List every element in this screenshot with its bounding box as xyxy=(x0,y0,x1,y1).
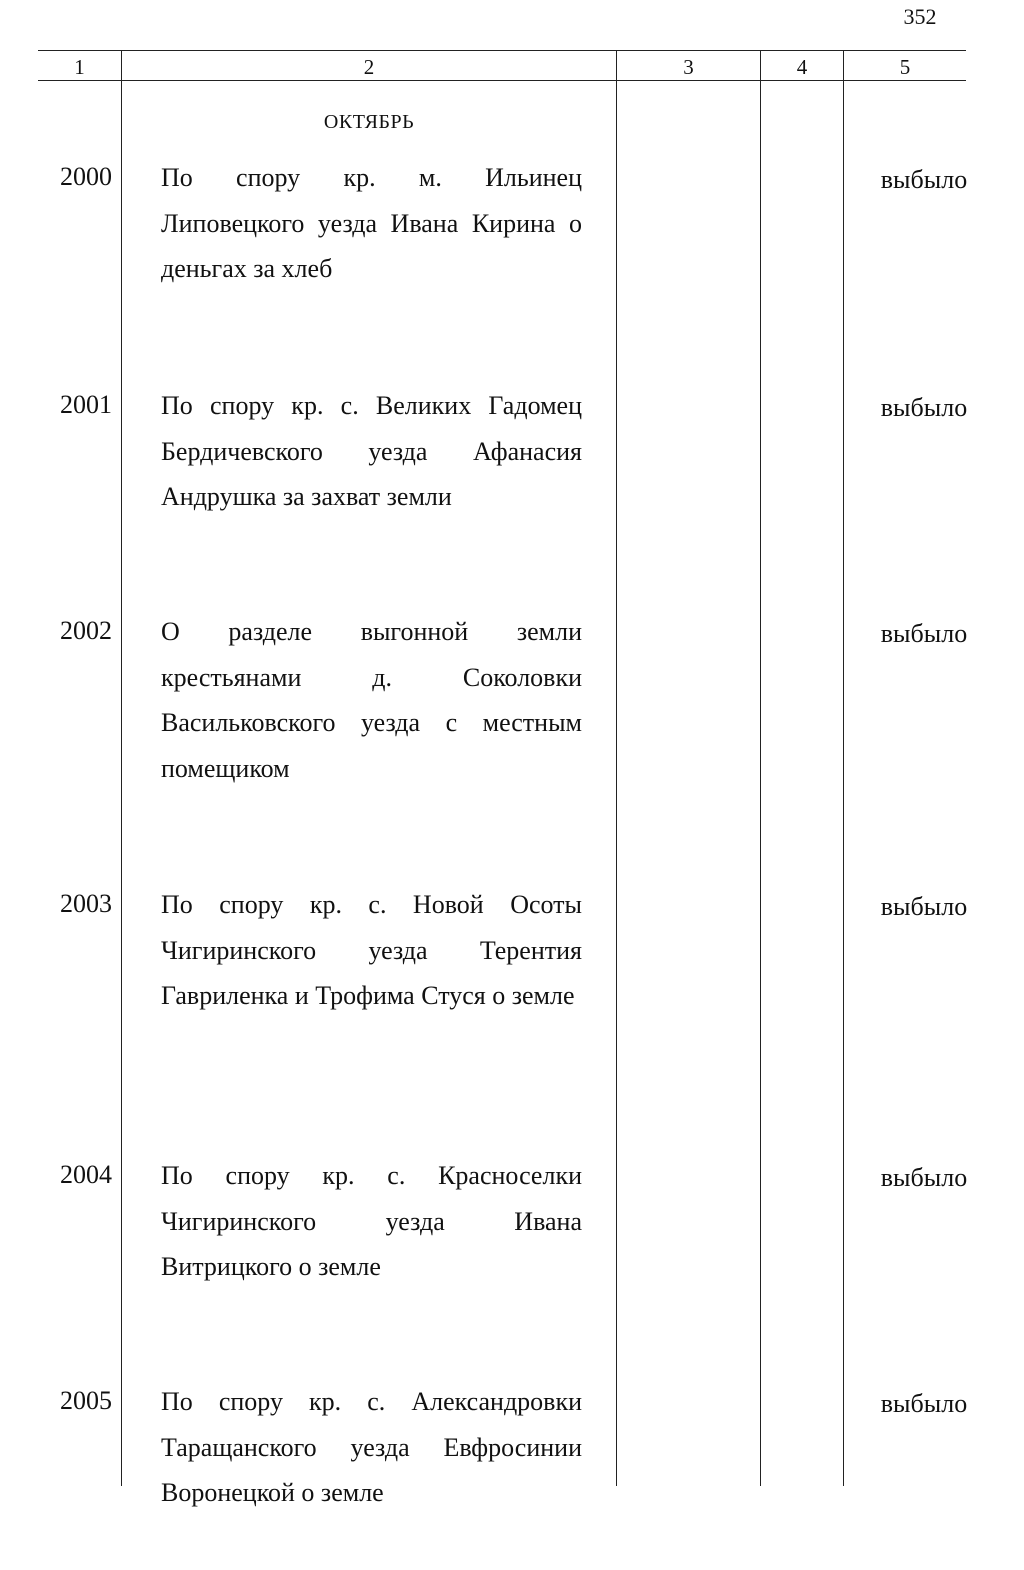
entry-description: По спору кр. с. Новой Осоты Чигиринского уезда Терентия Гавриленка и Трофима Стуся о земле xyxy=(161,890,582,1010)
entry-number: 2000 xyxy=(60,162,112,191)
entry-number: 2003 xyxy=(60,889,112,918)
entry-number: 2002 xyxy=(60,616,112,645)
entry-status: выбыло xyxy=(880,165,968,194)
entry-number: 2005 xyxy=(60,1386,112,1415)
column-header-3: 3 xyxy=(683,55,694,79)
page-number: 352 xyxy=(903,4,937,29)
column-divider-1 xyxy=(121,50,122,1486)
entry-status: выбыло xyxy=(880,619,968,648)
entry-number: 2001 xyxy=(60,390,112,419)
entry-description: О разделе выгонной земли крестьянами д. Соколовки Васильковского уезда с местным помещиком xyxy=(161,617,582,783)
entry-description: По спору кр. м. Ильинец Липовецкого уезда Ивана Кирина о деньгах за хлеб xyxy=(161,163,582,283)
entry-status: выбыло xyxy=(880,1389,968,1418)
entry-status: выбыло xyxy=(880,1163,968,1192)
column-header-2: 2 xyxy=(363,55,375,79)
entry-description: По спору кр. с. Великих Гадомец Бердичевского уезда Афанасия Андрушка за захват земли xyxy=(161,391,582,511)
header-bottom-rule xyxy=(38,80,966,81)
month-heading: ОКТЯБРЬ xyxy=(323,111,415,133)
table-top-rule xyxy=(38,50,966,51)
column-header-4: 4 xyxy=(796,55,808,79)
column-divider-2 xyxy=(616,50,617,1486)
entry-description: По спору кр. с. Александровки Таращанского уезда Евфросинии Воронецкой о земле xyxy=(161,1387,582,1507)
column-divider-3 xyxy=(760,50,761,1486)
column-divider-4 xyxy=(843,50,844,1486)
entry-description: По спору кр. с. Красноселки Чигиринского уезда Ивана Витрицкого о земле xyxy=(161,1161,582,1281)
entry-status: выбыло xyxy=(880,892,968,921)
column-header-5: 5 xyxy=(899,55,911,79)
entry-number: 2004 xyxy=(60,1160,112,1189)
entry-status: выбыло xyxy=(880,393,968,422)
column-header-1: 1 xyxy=(74,55,85,79)
